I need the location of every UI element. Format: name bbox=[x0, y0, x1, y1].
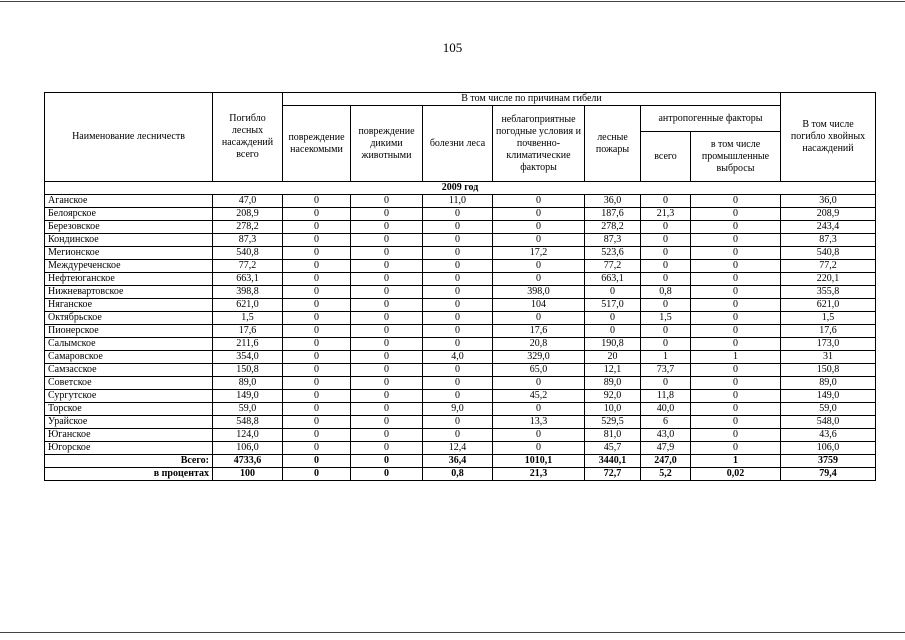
cell-name: Советское bbox=[45, 377, 213, 390]
cell-conifers: 31 bbox=[781, 351, 876, 364]
table-row bbox=[45, 403, 876, 416]
cell-fires: 278,2 bbox=[585, 221, 641, 234]
cell-total: 87,3 bbox=[213, 234, 283, 247]
cell-weather: 20,8 bbox=[493, 338, 585, 351]
cell-weather: 104 bbox=[493, 299, 585, 312]
cell-name: Юганское bbox=[45, 429, 213, 442]
cell-weather: 0 bbox=[493, 234, 585, 247]
cell-industrial: 0 bbox=[691, 377, 781, 390]
cell-fires: 77,2 bbox=[585, 260, 641, 273]
cell-fires: 20 bbox=[585, 351, 641, 364]
cell-fires: 36,0 bbox=[585, 195, 641, 208]
cell-animals: 0 bbox=[351, 377, 423, 390]
table-row bbox=[45, 338, 876, 351]
cell-total: 77,2 bbox=[213, 260, 283, 273]
table-row bbox=[45, 247, 876, 260]
cell-industrial: 0 bbox=[691, 312, 781, 325]
cell-name: Междуреченское bbox=[45, 260, 213, 273]
cell-fires: 10,0 bbox=[585, 403, 641, 416]
cell-conifers: 43,6 bbox=[781, 429, 876, 442]
cell-conifers: 3759 bbox=[781, 455, 876, 468]
cell-anthro: 247,0 bbox=[641, 455, 691, 468]
table-row bbox=[45, 364, 876, 377]
cell-total: 17,6 bbox=[213, 325, 283, 338]
cell-fires: 81,0 bbox=[585, 429, 641, 442]
cell-insects: 0 bbox=[283, 351, 351, 364]
cell-anthro: 0,8 bbox=[641, 286, 691, 299]
cell-name: Аганское bbox=[45, 195, 213, 208]
cell-anthro: 40,0 bbox=[641, 403, 691, 416]
cell-conifers: 150,8 bbox=[781, 364, 876, 377]
cell-fires: 12,1 bbox=[585, 364, 641, 377]
cell-disease: 0 bbox=[423, 338, 493, 351]
table-row bbox=[45, 429, 876, 442]
cell-insects: 0 bbox=[283, 403, 351, 416]
cell-disease: 0 bbox=[423, 221, 493, 234]
cell-industrial: 0 bbox=[691, 221, 781, 234]
cell-total: 150,8 bbox=[213, 364, 283, 377]
total-row bbox=[45, 455, 876, 468]
cell-total: 211,6 bbox=[213, 338, 283, 351]
cell-insects: 0 bbox=[283, 195, 351, 208]
table-row bbox=[45, 325, 876, 338]
cell-disease: 12,4 bbox=[423, 442, 493, 455]
cell-name: Торское bbox=[45, 403, 213, 416]
cell-industrial: 0 bbox=[691, 260, 781, 273]
cell-name: Березовское bbox=[45, 221, 213, 234]
cell-total: 354,0 bbox=[213, 351, 283, 364]
cell-total: 548,8 bbox=[213, 416, 283, 429]
cell-disease: 0 bbox=[423, 390, 493, 403]
cell-animals: 0 bbox=[351, 390, 423, 403]
cell-weather: 1010,1 bbox=[493, 455, 585, 468]
cell-name: Мегионское bbox=[45, 247, 213, 260]
header-anthro-total: всего bbox=[641, 132, 691, 182]
cell-conifers: 1,5 bbox=[781, 312, 876, 325]
cell-name: Самаровское bbox=[45, 351, 213, 364]
cell-weather: 17,2 bbox=[493, 247, 585, 260]
header-insects: повреждение насекомыми bbox=[283, 106, 351, 182]
cell-insects: 0 bbox=[283, 338, 351, 351]
cell-total: 100 bbox=[213, 468, 283, 481]
cell-animals: 0 bbox=[351, 247, 423, 260]
cell-anthro: 1 bbox=[641, 351, 691, 364]
cell-disease: 36,4 bbox=[423, 455, 493, 468]
cell-insects: 0 bbox=[283, 325, 351, 338]
cell-weather: 45,2 bbox=[493, 390, 585, 403]
cell-fires: 517,0 bbox=[585, 299, 641, 312]
cell-name: Сургутское bbox=[45, 390, 213, 403]
cell-conifers: 243,4 bbox=[781, 221, 876, 234]
cell-disease: 0 bbox=[423, 416, 493, 429]
cell-insects: 0 bbox=[283, 260, 351, 273]
cell-animals: 0 bbox=[351, 325, 423, 338]
cell-total: 106,0 bbox=[213, 442, 283, 455]
scan-edge-bottom bbox=[0, 632, 905, 633]
cell-name: Нефтеюганское bbox=[45, 273, 213, 286]
scan-edge-top bbox=[0, 1, 905, 2]
cell-insects: 0 bbox=[283, 273, 351, 286]
cell-animals: 0 bbox=[351, 260, 423, 273]
cell-weather: 21,3 bbox=[493, 468, 585, 481]
cell-anthro: 5,2 bbox=[641, 468, 691, 481]
cell-fires: 0 bbox=[585, 312, 641, 325]
cell-industrial: 0 bbox=[691, 429, 781, 442]
cell-weather: 0 bbox=[493, 442, 585, 455]
forest-loss-table bbox=[44, 92, 876, 481]
cell-animals: 0 bbox=[351, 286, 423, 299]
cell-disease: 0 bbox=[423, 429, 493, 442]
cell-total: 208,9 bbox=[213, 208, 283, 221]
cell-weather: 329,0 bbox=[493, 351, 585, 364]
cell-weather: 0 bbox=[493, 221, 585, 234]
cell-anthro: 0 bbox=[641, 195, 691, 208]
header-weather: неблагоприятные погодные условия и почвенно-климатические факторы bbox=[493, 106, 585, 182]
cell-industrial: 0 bbox=[691, 273, 781, 286]
cell-industrial: 0 bbox=[691, 416, 781, 429]
cell-name: Октябрьское bbox=[45, 312, 213, 325]
cell-fires: 3440,1 bbox=[585, 455, 641, 468]
cell-weather: 0 bbox=[493, 429, 585, 442]
cell-weather: 0 bbox=[493, 208, 585, 221]
cell-conifers: 548,0 bbox=[781, 416, 876, 429]
cell-fires: 663,1 bbox=[585, 273, 641, 286]
cell-total: 278,2 bbox=[213, 221, 283, 234]
year-label: 2009 год bbox=[45, 182, 876, 195]
cell-anthro: 11,8 bbox=[641, 390, 691, 403]
cell-insects: 0 bbox=[283, 455, 351, 468]
cell-fires: 89,0 bbox=[585, 377, 641, 390]
cell-conifers: 87,3 bbox=[781, 234, 876, 247]
cell-anthro: 0 bbox=[641, 273, 691, 286]
cell-disease: 0 bbox=[423, 260, 493, 273]
cell-animals: 0 bbox=[351, 312, 423, 325]
cell-anthro: 47,9 bbox=[641, 442, 691, 455]
table-row bbox=[45, 234, 876, 247]
cell-name: Самзасское bbox=[45, 364, 213, 377]
cell-industrial: 1 bbox=[691, 455, 781, 468]
cell-animals: 0 bbox=[351, 351, 423, 364]
cell-weather: 398,0 bbox=[493, 286, 585, 299]
header-anthro-industrial: в том числе промышленные выбросы bbox=[691, 132, 781, 182]
cell-industrial: 0 bbox=[691, 247, 781, 260]
cell-industrial: 0 bbox=[691, 364, 781, 377]
header-fires: лесные пожары bbox=[585, 106, 641, 182]
cell-conifers: 149,0 bbox=[781, 390, 876, 403]
cell-insects: 0 bbox=[283, 429, 351, 442]
cell-animals: 0 bbox=[351, 338, 423, 351]
cell-industrial: 0 bbox=[691, 234, 781, 247]
cell-conifers: 36,0 bbox=[781, 195, 876, 208]
header-conifers: В том числе погибло хвойных насаждений bbox=[781, 93, 876, 182]
cell-disease: 0 bbox=[423, 247, 493, 260]
cell-disease: 0 bbox=[423, 299, 493, 312]
cell-total: 89,0 bbox=[213, 377, 283, 390]
cell-industrial: 1 bbox=[691, 351, 781, 364]
cell-fires: 529,5 bbox=[585, 416, 641, 429]
cell-weather: 0 bbox=[493, 377, 585, 390]
cell-conifers: 355,8 bbox=[781, 286, 876, 299]
cell-weather: 17,6 bbox=[493, 325, 585, 338]
cell-disease: 0,8 bbox=[423, 468, 493, 481]
cell-insects: 0 bbox=[283, 468, 351, 481]
table-row bbox=[45, 208, 876, 221]
cell-anthro: 0 bbox=[641, 325, 691, 338]
cell-total: 663,1 bbox=[213, 273, 283, 286]
cell-anthro: 0 bbox=[641, 299, 691, 312]
table-row bbox=[45, 390, 876, 403]
cell-animals: 0 bbox=[351, 416, 423, 429]
cell-industrial: 0 bbox=[691, 299, 781, 312]
cell-weather: 0 bbox=[493, 403, 585, 416]
cell-animals: 0 bbox=[351, 299, 423, 312]
cell-name: Няганское bbox=[45, 299, 213, 312]
cell-animals: 0 bbox=[351, 221, 423, 234]
cell-conifers: 540,8 bbox=[781, 247, 876, 260]
header-name: Наименование лесничеств bbox=[45, 93, 213, 182]
header-total: Погибло лесных насаждений всего bbox=[213, 93, 283, 182]
cell-industrial: 0 bbox=[691, 195, 781, 208]
cell-name: Урайское bbox=[45, 416, 213, 429]
cell-animals: 0 bbox=[351, 455, 423, 468]
cell-insects: 0 bbox=[283, 247, 351, 260]
cell-animals: 0 bbox=[351, 468, 423, 481]
cell-disease: 9,0 bbox=[423, 403, 493, 416]
table-row bbox=[45, 312, 876, 325]
header-disease: болезни леса bbox=[423, 106, 493, 182]
cell-animals: 0 bbox=[351, 442, 423, 455]
cell-total: 398,8 bbox=[213, 286, 283, 299]
cell-conifers: 89,0 bbox=[781, 377, 876, 390]
cell-industrial: 0 bbox=[691, 325, 781, 338]
cell-industrial: 0 bbox=[691, 390, 781, 403]
cell-conifers: 59,0 bbox=[781, 403, 876, 416]
table-row bbox=[45, 299, 876, 312]
cell-fires: 92,0 bbox=[585, 390, 641, 403]
cell-animals: 0 bbox=[351, 208, 423, 221]
cell-weather: 65,0 bbox=[493, 364, 585, 377]
cell-name: Кондинское bbox=[45, 234, 213, 247]
cell-disease: 0 bbox=[423, 286, 493, 299]
table-row bbox=[45, 286, 876, 299]
cell-conifers: 173,0 bbox=[781, 338, 876, 351]
cell-conifers: 77,2 bbox=[781, 260, 876, 273]
cell-anthro: 0 bbox=[641, 221, 691, 234]
cell-name: Пионерское bbox=[45, 325, 213, 338]
cell-insects: 0 bbox=[283, 416, 351, 429]
cell-fires: 0 bbox=[585, 325, 641, 338]
cell-animals: 0 bbox=[351, 403, 423, 416]
cell-name: Югорское bbox=[45, 442, 213, 455]
cell-conifers: 621,0 bbox=[781, 299, 876, 312]
cell-industrial: 0 bbox=[691, 403, 781, 416]
cell-disease: 0 bbox=[423, 234, 493, 247]
cell-industrial: 0 bbox=[691, 286, 781, 299]
page-number: 105 bbox=[442, 40, 463, 55]
table-row bbox=[45, 221, 876, 234]
cell-insects: 0 bbox=[283, 364, 351, 377]
header-animals: повреждение дикими животными bbox=[351, 106, 423, 182]
cell-name: в процентах bbox=[45, 468, 213, 481]
cell-total: 47,0 bbox=[213, 195, 283, 208]
cell-total: 59,0 bbox=[213, 403, 283, 416]
cell-insects: 0 bbox=[283, 221, 351, 234]
header-anthropogenic: антропогенные факторы bbox=[641, 106, 781, 132]
cell-fires: 523,6 bbox=[585, 247, 641, 260]
cell-industrial: 0 bbox=[691, 208, 781, 221]
cell-conifers: 106,0 bbox=[781, 442, 876, 455]
cell-disease: 0 bbox=[423, 208, 493, 221]
cell-total: 149,0 bbox=[213, 390, 283, 403]
cell-anthro: 0 bbox=[641, 234, 691, 247]
cell-name: Салымское bbox=[45, 338, 213, 351]
cell-insects: 0 bbox=[283, 208, 351, 221]
cell-anthro: 6 bbox=[641, 416, 691, 429]
cell-anthro: 43,0 bbox=[641, 429, 691, 442]
cell-fires: 190,8 bbox=[585, 338, 641, 351]
cell-insects: 0 bbox=[283, 286, 351, 299]
cell-name: Нижневартовское bbox=[45, 286, 213, 299]
table-row bbox=[45, 351, 876, 364]
cell-industrial: 0,02 bbox=[691, 468, 781, 481]
cell-anthro: 1,5 bbox=[641, 312, 691, 325]
cell-fires: 87,3 bbox=[585, 234, 641, 247]
cell-insects: 0 bbox=[283, 299, 351, 312]
cell-conifers: 17,6 bbox=[781, 325, 876, 338]
cell-total: 4733,6 bbox=[213, 455, 283, 468]
cell-animals: 0 bbox=[351, 273, 423, 286]
table-row bbox=[45, 273, 876, 286]
cell-industrial: 0 bbox=[691, 338, 781, 351]
cell-disease: 0 bbox=[423, 312, 493, 325]
cell-insects: 0 bbox=[283, 312, 351, 325]
cell-insects: 0 bbox=[283, 234, 351, 247]
cell-anthro: 0 bbox=[641, 247, 691, 260]
cell-total: 621,0 bbox=[213, 299, 283, 312]
cell-disease: 0 bbox=[423, 377, 493, 390]
cell-anthro: 0 bbox=[641, 338, 691, 351]
cell-conifers: 79,4 bbox=[781, 468, 876, 481]
cell-conifers: 220,1 bbox=[781, 273, 876, 286]
cell-disease: 4,0 bbox=[423, 351, 493, 364]
cell-weather: 0 bbox=[493, 195, 585, 208]
cell-name: Белоярское bbox=[45, 208, 213, 221]
cell-weather: 0 bbox=[493, 312, 585, 325]
cell-fires: 187,6 bbox=[585, 208, 641, 221]
table-row bbox=[45, 442, 876, 455]
cell-animals: 0 bbox=[351, 195, 423, 208]
cell-anthro: 0 bbox=[641, 377, 691, 390]
cell-industrial: 0 bbox=[691, 442, 781, 455]
cell-weather: 13,3 bbox=[493, 416, 585, 429]
cell-disease: 0 bbox=[423, 325, 493, 338]
cell-animals: 0 bbox=[351, 364, 423, 377]
total-row bbox=[45, 468, 876, 481]
cell-anthro: 73,7 bbox=[641, 364, 691, 377]
cell-anthro: 0 bbox=[641, 260, 691, 273]
table-row bbox=[45, 260, 876, 273]
cell-insects: 0 bbox=[283, 377, 351, 390]
cell-total: 540,8 bbox=[213, 247, 283, 260]
cell-fires: 45,7 bbox=[585, 442, 641, 455]
cell-name: Всего: bbox=[45, 455, 213, 468]
cell-anthro: 21,3 bbox=[641, 208, 691, 221]
cell-disease: 11,0 bbox=[423, 195, 493, 208]
cell-fires: 72,7 bbox=[585, 468, 641, 481]
cell-weather: 0 bbox=[493, 260, 585, 273]
table-row bbox=[45, 416, 876, 429]
cell-animals: 0 bbox=[351, 234, 423, 247]
cell-animals: 0 bbox=[351, 429, 423, 442]
cell-conifers: 208,9 bbox=[781, 208, 876, 221]
cell-fires: 0 bbox=[585, 286, 641, 299]
cell-insects: 0 bbox=[283, 442, 351, 455]
cell-total: 1,5 bbox=[213, 312, 283, 325]
cell-disease: 0 bbox=[423, 273, 493, 286]
header-causes: В том числе по причинам гибели bbox=[283, 93, 781, 106]
cell-insects: 0 bbox=[283, 390, 351, 403]
cell-disease: 0 bbox=[423, 364, 493, 377]
table-row bbox=[45, 195, 876, 208]
cell-weather: 0 bbox=[493, 273, 585, 286]
table-row bbox=[45, 377, 876, 390]
cell-total: 124,0 bbox=[213, 429, 283, 442]
